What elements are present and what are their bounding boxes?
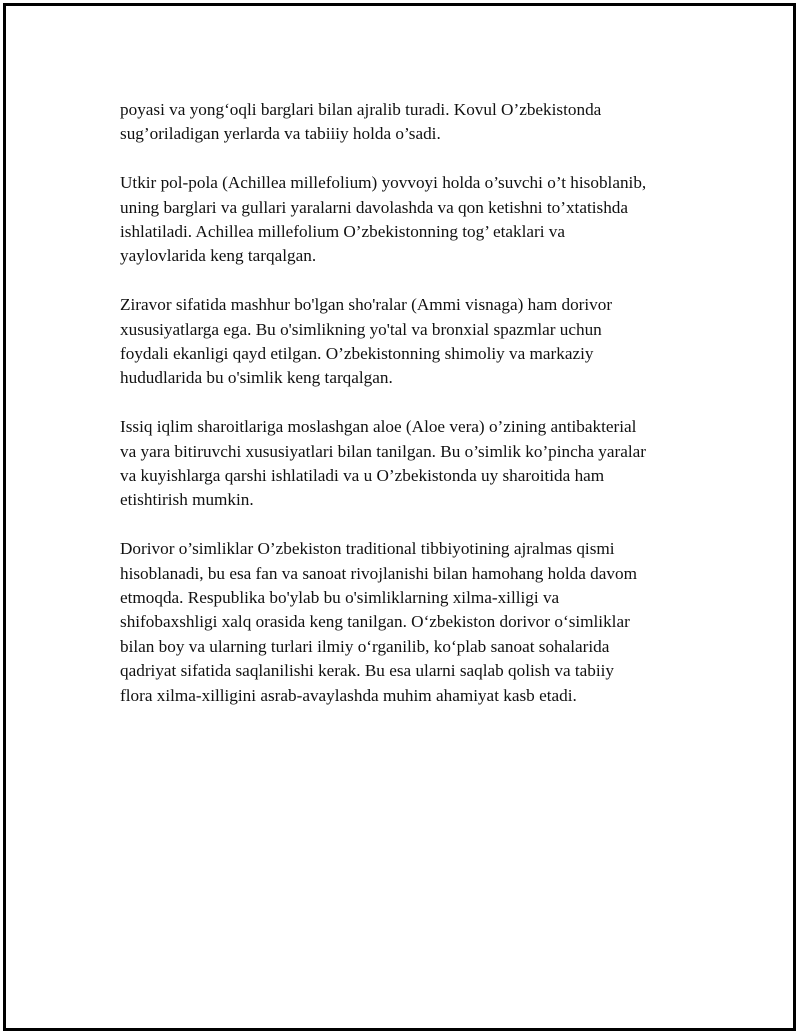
text-line: hisoblanadi, bu esa fan va sanoat rivojlanishi bilan hamohang holda davom [120,563,637,583]
paragraph-3 [120,293,710,391]
text-line: xususiyatlarga ega. Bu o'simlikning yo'tal va bronxial spazmlar uchun [120,319,602,339]
text-line: flora xilma-xilligini asrab-avaylashda muhim ahamiyat kasb etadi. [120,685,577,705]
text-line: foydali ekanligi qayd etilgan. O’zbekistonning shimoliy va markaziy [120,344,594,364]
paragraph-5 [120,537,710,708]
paragraph-4 [120,415,710,513]
page-frame [3,3,796,1031]
text-line: ishlatiladi. Achillea millefolium O’zbekistonning tog’ etaklari va [120,222,566,242]
text-line: Issiq iqlim sharoitlariga moslashgan aloe (Aloe vera) o’zining antibakterial [120,417,637,437]
paragraph-2 [120,171,710,269]
text-line: Dorivor o’simliklar O’zbekiston traditional tibbiyotining ajralmas qismi [120,539,615,559]
text-line: poyasi va yong‘oqli barglari bilan ajralib turadi. Kovul O’zbekistonda [120,100,602,119]
text-line: shifobaxshligi xalq orasida keng tanilgan. O‘zbekiston dorivor o‘simliklar [120,612,630,632]
text-line: hududlarida bu o'simlik keng tarqalgan. [120,368,393,388]
text-line: yaylovlarida keng tarqalgan. [120,246,317,266]
text-line: bilan boy va ularning turlari ilmiy o‘rganilib, ko‘plab sanoat sohalarida [120,636,610,656]
text-line: etishtirish mumkin. [120,490,254,510]
text-line: va yara bitiruvchi xususiyatlari bilan tanilgan. Bu o’simlik ko’pincha yaralar [120,441,646,461]
text-line: qadriyat sifatida saqlanilishi kerak. Bu esa ularni saqlab qolish va tabiiy [120,661,615,681]
text-line: etmoqda. Respublika bo'ylab bu o'simliklarning xilma-xilligi va [120,588,560,608]
text-line: Utkir pol-pola (Achillea millefolium) yovvoyi holda o’suvchi o’t hisoblanib, [120,173,647,193]
text-line: uning barglari va gullari yaralarni davolashda va qon ketishni to’xtatishda [120,197,629,217]
text-line: Ziravor sifatida mashhur bo'lgan sho'ralar (Ammi visnaga) ham dorivor [120,295,613,315]
text-line: sug’oriladigan yerlarda va tabiiiy holda o’sadi. [120,124,441,144]
document-body [120,98,710,732]
text-line: va kuyishlarga qarshi ishlatiladi va u O’zbekistonda uy sharoitida ham [120,466,605,486]
paragraph-1 [120,98,710,147]
